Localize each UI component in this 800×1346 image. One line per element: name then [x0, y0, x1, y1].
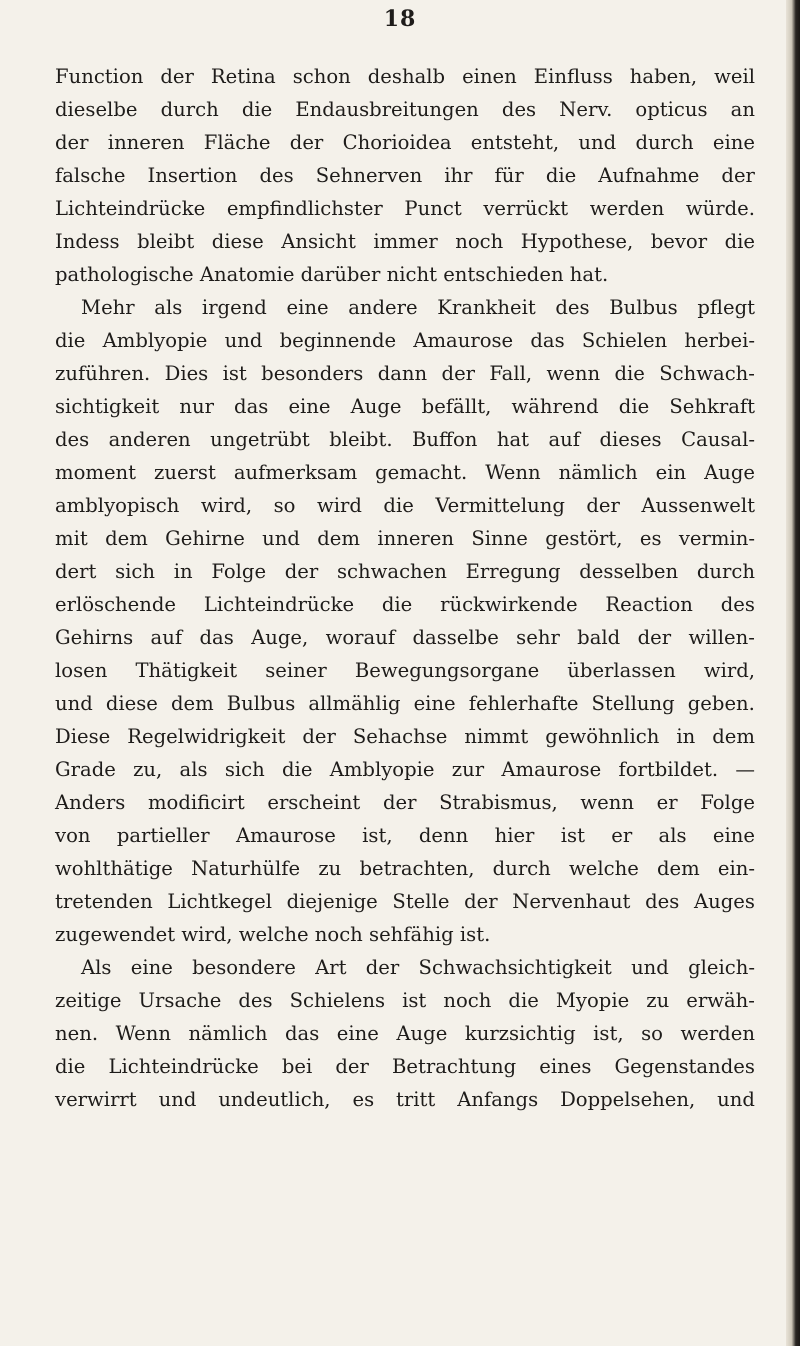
text-line: die Lichteindrücke bei der Betrachtung eines Gegenstandes: [55, 1055, 755, 1078]
text-line: Mehr als irgend eine andere Krankheit des Bulbus pflegt: [81, 296, 755, 319]
text-line: amblyopisch wird, so wird die Vermittelung der Aussenwelt: [55, 494, 755, 517]
text-line: die Amblyopie und beginnende Amaurose das Schielen herbei-: [55, 329, 755, 352]
text-line: wohlthätige Naturhülfe zu betrachten, durch welche dem ein-: [55, 857, 755, 880]
text-line: pathologische Anatomie darüber nicht entschieden hat.: [55, 263, 609, 286]
text-line: von partieller Amaurose ist, denn hier ist er als eine: [55, 824, 755, 847]
text-line: zugewendet wird, welche noch sehfähig ist.: [55, 923, 491, 946]
text-line: Function der Retina schon deshalb einen Einfluss haben, weil: [55, 65, 755, 88]
text-line: erlöschende Lichteindrücke die rückwirkende Reaction des: [55, 593, 755, 616]
text-line: mit dem Gehirne und dem inneren Sinne gestört, es vermin-: [55, 527, 755, 550]
text-line: Lichteindrücke empfindlichster Punct verrückt werden würde.: [55, 197, 755, 220]
text-line: Grade zu, als sich die Amblyopie zur Amaurose fortbildet. —: [55, 758, 755, 781]
text-line: Gehirns auf das Auge, worauf dasselbe sehr bald der willen-: [55, 626, 755, 649]
text-line: dert sich in Folge der schwachen Erregung desselben durch: [55, 560, 755, 583]
text-line: zeitige Ursache des Schielens ist noch die Myopie zu erwäh-: [55, 989, 755, 1012]
text-line: zuführen. Dies ist besonders dann der Fall, wenn die Schwach-: [55, 362, 755, 385]
text-line: Anders modificirt erscheint der Strabismus, wenn er Folge: [55, 791, 755, 814]
text-line: Als eine besondere Art der Schwachsichtigkeit und gleich-: [81, 956, 755, 979]
text-line: losen Thätigkeit seiner Bewegungsorgane überlassen wird,: [55, 659, 755, 682]
text-line: der inneren Fläche der Chorioidea entsteht, und durch eine: [55, 131, 755, 154]
text-line: dieselbe durch die Endausbreitungen des Nerv. opticus an: [55, 98, 755, 121]
text-line: des anderen ungetrübt bleibt. Buffon hat auf dieses Causal-: [55, 428, 755, 451]
text-line: tretenden Lichtkegel diejenige Stelle der Nervenhaut des Auges: [55, 890, 755, 913]
text-line: Diese Regelwidrigkeit der Sehachse nimmt gewöhnlich in dem: [55, 725, 755, 748]
text-line: verwirrt und undeutlich, es tritt Anfangs Doppelsehen, und: [55, 1088, 755, 1111]
body-text: [55, 60, 755, 1116]
text-line: moment zuerst aufmerksam gemacht. Wenn nämlich ein Auge: [55, 461, 755, 484]
text-line: nen. Wenn nämlich das eine Auge kurzsichtig ist, so werden: [55, 1022, 755, 1045]
page-edge-shadow: [786, 0, 800, 1346]
text-line: sichtigkeit nur das eine Auge befällt, während die Sehkraft: [55, 395, 755, 418]
text-line: falsche Insertion des Sehnerven ihr für die Aufnahme der: [55, 164, 755, 187]
text-line: und diese dem Bulbus allmählig eine fehlerhafte Stellung geben.: [55, 692, 755, 715]
text-line: Indess bleibt diese Ansicht immer noch Hypothese, bevor die: [55, 230, 755, 253]
page-number: 18: [383, 6, 417, 32]
